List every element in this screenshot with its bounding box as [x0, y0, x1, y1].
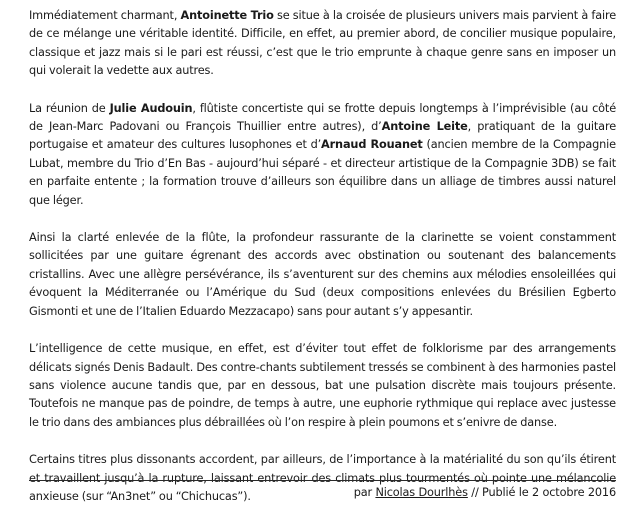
paragraph-1	[29, 7, 616, 81]
paragraph-2-text-b: , flûtiste concertiste qui se frotte depuis longtemps à l’imprévisible (au côté de Jean-Marc Padovani ou François Thuillier entre autres), d’	[29, 101, 617, 134]
byline-separator: //	[467, 486, 483, 499]
publication-date: Publié le 2 octobre 2016	[482, 486, 616, 499]
musician-name-arnaud-rouanet: Arnaud Rouanet	[321, 138, 423, 152]
paragraph-4: L’intelligence de cette musique, en effet, est d’éviter tout effet de folklorisme par des arrangements délicats signés Denis Badault. Des contre-chants subtilement tressés se combinent à des harmonies pastel sans violence aucune tandis que, par en dessous, bat une pulsation discrète mais toujours présente. Toutefois ne manque pas de poindre, de temps à autre, une euphorie rythmique qui replace avec justesse le trio dans des ambiances plus débraillées où l’on respire à plein poumons et s’enivre de danse.	[29, 342, 616, 429]
article-body	[29, 7, 616, 525]
paragraph-1-text-a: Immédiatement charmant,	[29, 9, 181, 22]
artist-name-antoinette-trio: Antoinette Trio	[180, 9, 274, 22]
article-footer	[354, 485, 616, 501]
byline-label: par	[353, 486, 376, 499]
paragraph-2-text-a: La réunion de	[29, 101, 110, 115]
paragraph-2	[29, 100, 616, 210]
paragraph-2-text-d: (ancien membre de la Compagnie Lubat, membre du Trio d’En Bas - aujourd’hui séparé - et directeur artistique de la Compagnie 3DB) se fait en parfaite entente ; la formation trouve d’ailleurs son équilibre dans un alliage de timbres aussi naturel que léger.	[29, 138, 616, 207]
paragraph-3: Ainsi la clarté enlevée de la flûte, la profondeur rassurante de la clarinette se voient constamment sollicitées par une guitare égrenant des accords avec obstination ou soutenant des balancements cristallins. Avec une allègre persévérance, ils s’aventurent sur des chemins aux mélodies ensoleillées qui évoquent la Méditerranée ou l’Amérique du Sud (deux compositions enlevées du Brésilien Egberto Gismonti et une de l’Italien Eduardo Mezzacapo) sans pour autant s’y appesantir.	[29, 231, 616, 318]
footer-divider	[29, 480, 616, 481]
author-link[interactable]: Nicolas Dourlhès	[375, 486, 468, 499]
paragraph-5: Certains titres plus dissonants accordent, par ailleurs, de l’importance à la matérialité du son qu’ils étirent et travaillent jusqu’à la rupture, laissant entrevoir des climats plus tourmentés où pointe une mélancolie anxieuse (sur “An3net” ou “Chichucas”).	[29, 453, 616, 503]
musician-name-antoine-leite: Antoine Leite	[381, 120, 468, 134]
paragraph-2-text-c: , pratiquant de la guitare portugaise et amateur des cultures lusophones et d’	[29, 120, 616, 152]
paragraph-1-text-b: se situe à la croisée de plusieurs univers mais parvient à faire de ce mélange une véritable identité. Difficile, en effet, au premier abord, de concilier musique populaire, classique et jazz mais si le pari est réussi, c’est que le trio emprunte à chaque genre sans en imposer un qui volerait la vedette aux autres.	[29, 9, 617, 78]
musician-name-julie-audouin: Julie Audouin	[109, 101, 193, 115]
